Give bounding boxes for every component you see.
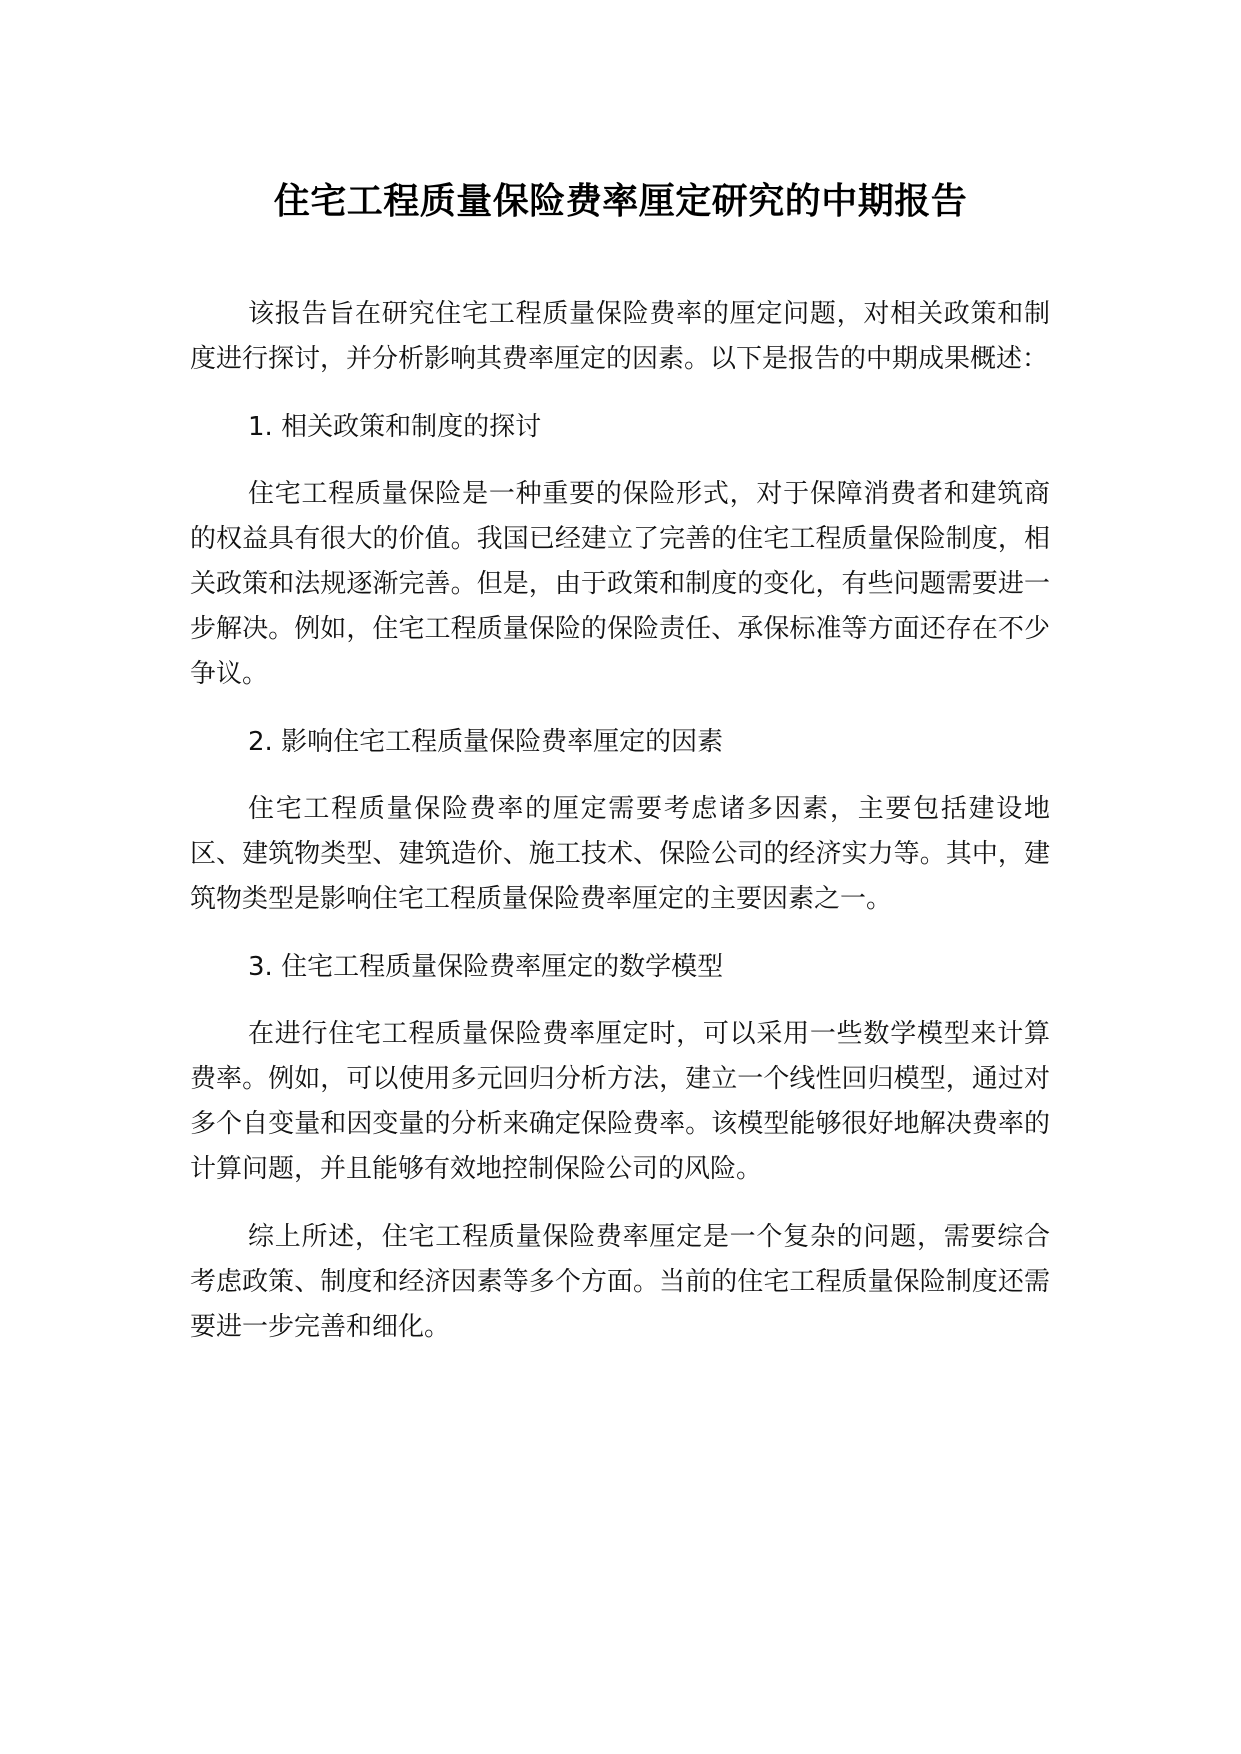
document-title: 住宅工程质量保险费率厘定研究的中期报告: [273, 181, 968, 222]
section-paragraph: 住宅工程质量保险费率的厘定需要考虑诸多因素，主要包括建设地区、建筑物类型、建筑造价、施工技术、保险公司的经济实力等。其中，建筑物类型是影响住宅工程质量保险费率厘定的主要因素之一。: [190, 794, 1050, 914]
section-heading: 2. 影响住宅工程质量保险费率厘定的因素: [248, 727, 724, 757]
section-heading: 1. 相关政策和制度的探讨: [248, 412, 542, 442]
conclusion-paragraph: 综上所述，住宅工程质量保险费率厘定是一个复杂的问题，需要综合考虑政策、制度和经济因素等多个方面。当前的住宅工程质量保险制度还需要进一步完善和细化。: [190, 1222, 1050, 1342]
document-body: [190, 292, 1050, 1350]
section-paragraph: 住宅工程质量保险是一种重要的保险形式，对于保障消费者和建筑商的权益具有很大的价值。我国已经建立了完善的住宅工程质量保险制度，相关政策和法规逐渐完善。但是，由于政策和制度的变化，有些问题需要进一步解决。例如，住宅工程质量保险的保险责任、承保标准等方面还存在不少争议。: [190, 479, 1050, 689]
section-heading: 3. 住宅工程质量保险费率厘定的数学模型: [248, 952, 724, 982]
section-paragraph: 在进行住宅工程质量保险费率厘定时，可以采用一些数学模型来计算费率。例如，可以使用多元回归分析方法，建立一个线性回归模型，通过对多个自变量和因变量的分析来确定保险费率。该模型能够很好地解决费率的计算问题，并且能够有效地控制保险公司的风险。: [190, 1019, 1050, 1184]
intro-paragraph: 该报告旨在研究住宅工程质量保险费率的厘定问题，对相关政策和制度进行探讨，并分析影响其费率厘定的因素。以下是报告的中期成果概述：: [190, 299, 1050, 374]
